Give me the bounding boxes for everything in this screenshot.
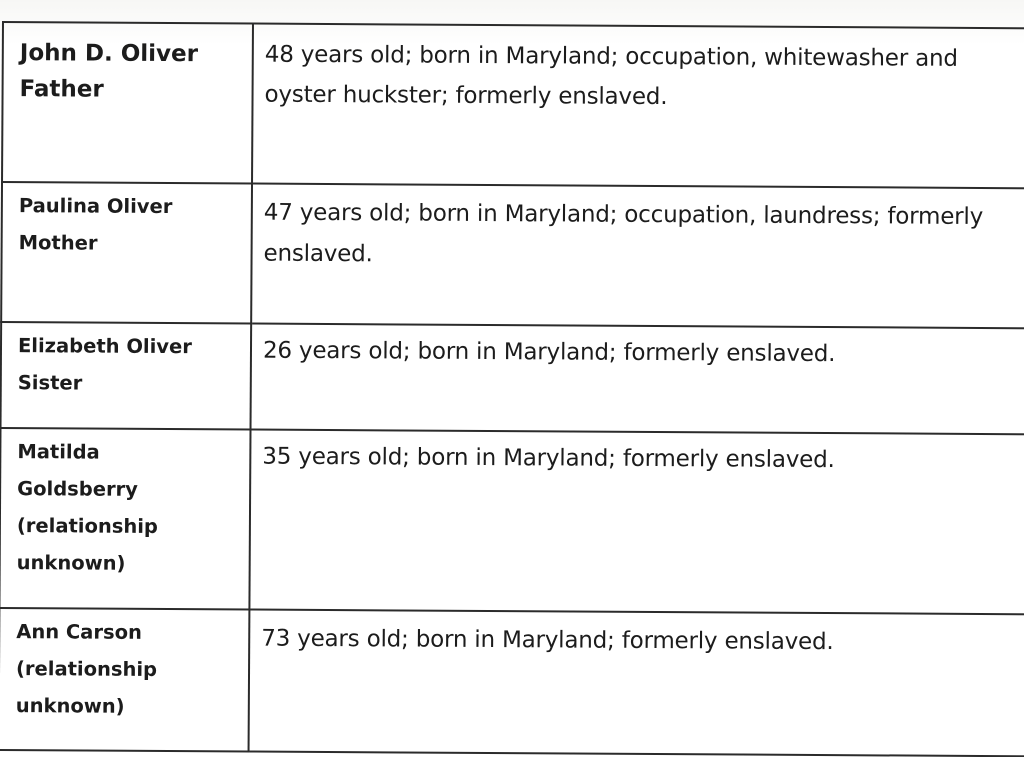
person-name: Elizabeth Oliver [17,334,192,359]
person-details: 73 years old; born in Maryland; formerly enslaved. [261,625,834,656]
person-relationship: Sister [17,371,83,395]
person-name-line-1: Matilda [17,440,100,464]
person-relationship-line-1: (relationship [16,514,159,538]
person-relationship-line-1: (relationship [15,657,158,681]
person-name: Ann Carson [16,620,142,644]
person-details-cell [249,610,1024,757]
person-details: 48 years old; born in Maryland; occupation, whitewasher and oyster huckster; formerly enslaved. [264,41,958,111]
person-relationship: Mother [18,231,98,255]
person-name: John D. Oliver [19,40,199,68]
person-relationship-line-2: unknown) [15,694,125,718]
person-name-cell [0,608,249,752]
person-details: 35 years old; born in Maryland; formerly enslaved. [262,443,835,474]
person-details-cell [252,24,1024,189]
person-name-cell [0,428,251,610]
person-name-cell [2,22,253,184]
person-name-line-2: Goldsberry [17,477,138,501]
table-row [0,428,1024,614]
person-details: 47 years old; born in Maryland; occupation, laundress; formerly enslaved. [263,199,984,268]
table-row [0,608,1024,756]
table-row [1,182,1024,328]
person-name: Paulina Oliver [18,194,173,219]
person-details: 26 years old; born in Maryland; formerly enslaved. [262,337,836,368]
person-name-cell [1,182,252,324]
table-row [2,22,1024,188]
person-relationship-line-2: unknown) [16,551,126,575]
person-details-cell [251,324,1024,435]
person-relationship: Father [19,76,104,103]
table-row [1,322,1024,434]
person-details-cell [249,430,1024,615]
person-details-cell [251,184,1024,329]
family-census-table [0,21,1024,757]
person-name-cell [1,322,252,430]
